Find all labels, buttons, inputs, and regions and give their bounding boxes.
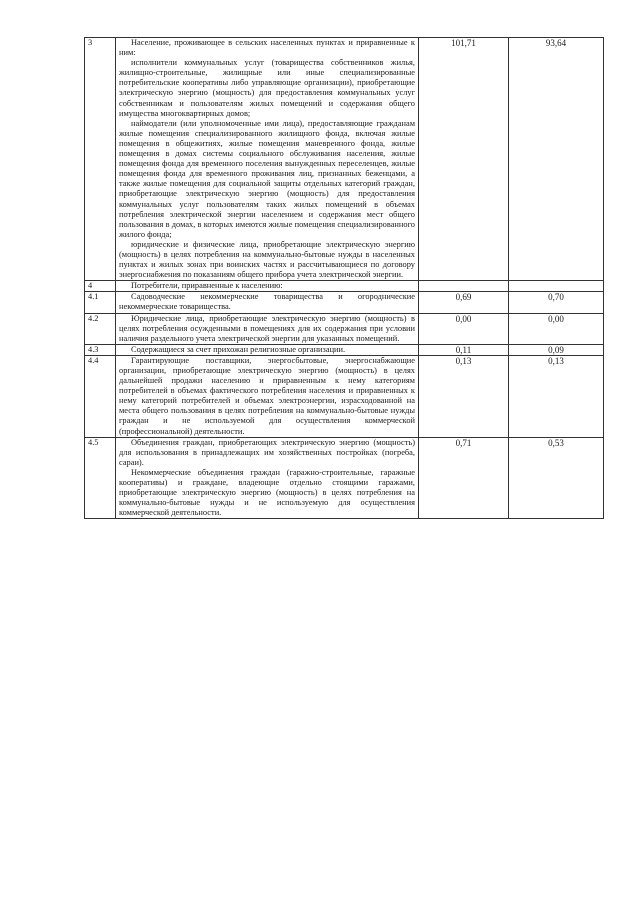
tariff-value-2: [509, 281, 604, 292]
table-row: [85, 355, 604, 437]
table-row: [85, 281, 604, 292]
row-number: 4.3: [85, 344, 116, 355]
row-number: 4.2: [85, 313, 116, 344]
tariff-table-body: [85, 38, 604, 519]
row-description: [116, 38, 419, 281]
row-description: [116, 313, 419, 344]
description-paragraph: Некоммерческие объединения граждан (гаражно-строительные, гаражные кооперативы) и граждане, владеющие отдельно стоящими гаражами, приобретающие электрическую энергию (мощность) в целях потребления на коммунально-бытовые нужды и не используемую для осуществления коммерческой деятельности.: [119, 467, 415, 518]
row-description: [116, 437, 419, 519]
description-paragraph: Садоводческие некоммерческие товарищества и огороднические некоммерческие товарищества.: [119, 292, 415, 312]
tariff-value-1: 101,71: [419, 38, 509, 281]
tariff-value-2: 93,64: [509, 38, 604, 281]
description-paragraph: исполнители коммунальных услуг (товарищества собственников жилья, жилищно-строительные, жилищные или иные специализированные потребительские кооперативы либо управляющие организации), приобретающие электрическую энергию (мощность) для предоставления коммунальных услуг собственникам и пользователям жилых помещений и содержания общего имущества многоквартирных домов;: [119, 58, 415, 118]
tariff-value-2: 0,53: [509, 437, 604, 519]
tariff-value-1: 0,71: [419, 437, 509, 519]
tariff-value-1: [419, 281, 509, 292]
description-paragraph: Юридические лица, приобретающие электрическую энергию (мощность) в целях потребления осужденными в помещениях для их содержания при условии наличия раздельного учета электрической энергии для указанных помещений.: [119, 313, 415, 343]
description-paragraph: Население, проживающее в сельских населенных пунктах и приравненные к ним:: [119, 38, 415, 58]
description-paragraph: Объединения граждан, приобретающих электрическую энергию (мощность) для использования в принадлежащих им хозяйственных постройках (погреба, сараи).: [119, 437, 415, 467]
row-description: [116, 355, 419, 437]
description-paragraph: Гарантирующие поставщики, энергосбытовые, энергоснабжающие организации, приобретающие электрическую энергию (мощность) в целях дальнейшей продажи населению и приравненным к нему категориям потребителей в объемах фактического потребления населения и приравненных к нему категорий потребителей и объемах электроэнергии, израсходованной на места общего пользования в целях потребления на коммунально-бытовые нужды граждан и не используемой для осуществления коммерческой (профессиональной) деятельности.: [119, 355, 415, 436]
tariff-value-2: 0,00: [509, 313, 604, 344]
table-row: [85, 344, 604, 355]
row-number: 4.5: [85, 437, 116, 519]
description-paragraph: юридические и физические лица, приобретающие электрическую энергию (мощность) в целях потребления на коммунально-бытовые нужды в населенных пунктах и жилых зонах при воинских частях и рассчитывающиеся по договору энергоснабжения по показаниям общего прибора учета электрической энергии.: [119, 239, 415, 280]
description-paragraph: Потребители, приравненные к населению:: [131, 281, 283, 291]
row-number: 3: [85, 38, 116, 281]
row-description: [116, 344, 419, 355]
row-description: [116, 281, 419, 292]
row-number: 4.4: [85, 355, 116, 437]
description-paragraph: наймодатели (или уполномоченные ими лица), предоставляющие гражданам жилые помещения специализированного жилищного фонда, включая жилые помещения в общежитиях, жилые помещения маневренного фонда, жилые помещения в домах системы социального обслуживания населения, жилые помещения фонда для временного поселения вынужденных переселенцев, жилые помещения фонда для временного проживания лиц, признанных беженцами, а также жилые помещения для социальной защиты отдельных категорий граждан, приобретающие электрическую энергию (мощность) для предоставления коммунальных услуг пользователям таких жилых помещений в объемах потребления электрической энергии населением и содержания мест общего пользования в домах, в которых имеются жилые помещения специализированного жилого фонда;: [119, 118, 415, 239]
row-description: [116, 292, 419, 313]
tariff-value-2: 0,13: [509, 355, 604, 437]
tariff-value-1: 0,00: [419, 313, 509, 344]
tariff-value-1: 0,13: [419, 355, 509, 437]
table-row: [85, 313, 604, 344]
table-row: [85, 292, 604, 313]
tariff-value-1: 0,11: [419, 344, 509, 355]
table-row: [85, 437, 604, 519]
row-number: 4.1: [85, 292, 116, 313]
row-number: 4: [85, 281, 116, 292]
tariff-table: [84, 37, 604, 519]
tariff-value-2: 0,70: [509, 292, 604, 313]
tariff-value-2: 0,09: [509, 344, 604, 355]
tariff-value-1: 0,69: [419, 292, 509, 313]
description-paragraph: Содержащиеся за счет прихожан религиозные организации.: [131, 344, 346, 354]
table-row: [85, 38, 604, 281]
